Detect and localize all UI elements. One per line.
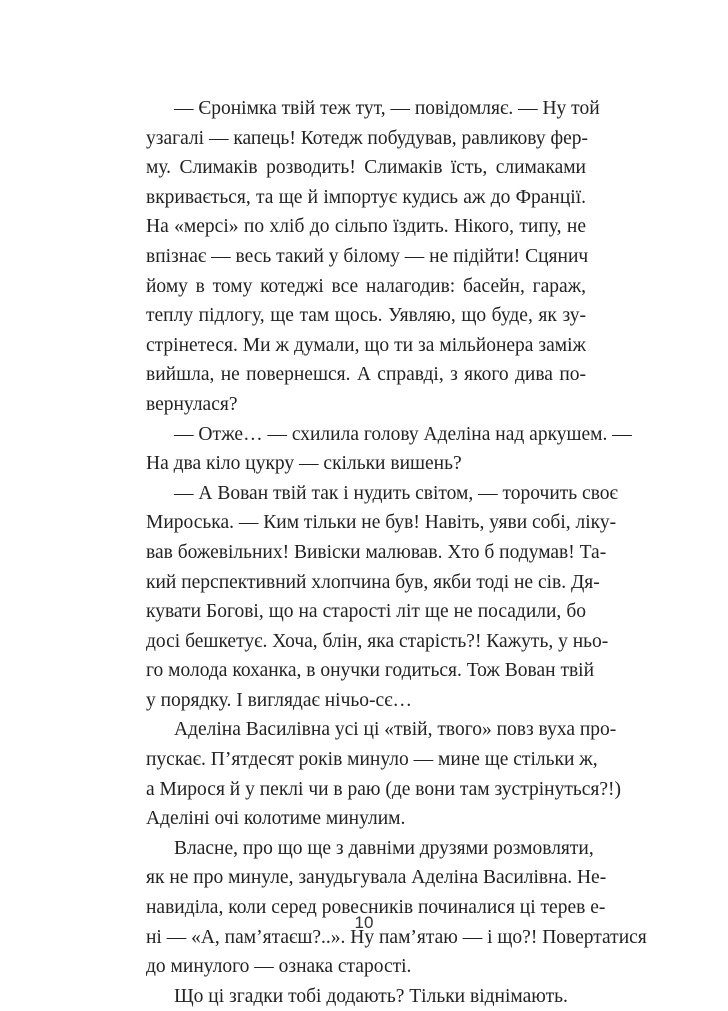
- text-line: як не про минуле, занудьгувала Аделіна Василівна. Не-: [146, 867, 607, 889]
- text-line: у порядку. І виглядає нічьо-сє…: [146, 689, 413, 711]
- page-number: 10: [354, 913, 374, 932]
- text-line: впізнає — весь такий у білому — не підійти! Сцянич: [146, 245, 589, 267]
- text-line: му. Слимаків розводить! Слимаків їсть, слимаками: [146, 157, 586, 179]
- text-line: йому в тому котеджі все налагодив: басейн, гараж,: [146, 275, 586, 297]
- page-text: [146, 94, 647, 1011]
- text-line: кий перспективний хлопчина був, якби тоді не сів. Дя-: [146, 571, 600, 593]
- text-line: стрінетеся. Ми ж думали, що ти за мільйонера заміж: [146, 334, 586, 356]
- paragraph: [146, 420, 632, 479]
- paragraph: [146, 479, 618, 716]
- text-line: вернулася?: [146, 393, 238, 415]
- text-line: Власне, про що ще з давніми друзями розмовляти,: [174, 837, 594, 859]
- text-line: Аделіна Василівна усі ці «твій, твого» повз вуха про-: [174, 719, 617, 741]
- paragraph: [146, 982, 586, 1011]
- text-line: На «мерсі» по хліб до сільпо їздить. Нікого, типу, не: [146, 216, 586, 238]
- text-line: — Отже… — схилила голову Аделіна над аркушем. —: [174, 423, 632, 445]
- text-line: вкривається, та ще й імпортує кудись аж до Франції.: [146, 186, 586, 208]
- text-line: а Мирося й у пеклі чи в раю (де вони там зустрінуться?!): [146, 778, 621, 800]
- paragraph: [146, 715, 621, 833]
- text-line: Мироська. — Ким тільки не був! Навіть, уяви собі, ліку-: [146, 512, 617, 534]
- text-line: На два кіло цукру — скільки вишень?: [146, 453, 462, 475]
- text-line: Що ці згадки тобі додають? Тільки віднімають.: [174, 985, 568, 1007]
- text-line: ні — «А, пам’ятаєш?..». Ну пам’ятаю — і що?! Повертатися: [146, 926, 647, 948]
- paragraph: [146, 834, 647, 982]
- text-line: узагалі — капець! Котедж побудував, равликову фер-: [146, 127, 588, 149]
- text-line: до минулого — ознака старості.: [146, 956, 412, 978]
- text-line: досі бешкетує. Хоча, блін, яка старість?! Кажуть, у ньо-: [146, 630, 609, 652]
- text-line: Аделіні очі колотиме минулим.: [146, 808, 406, 830]
- text-line: теплу підлогу, ще там щось. Уявляю, що буде, як зу-: [146, 305, 586, 327]
- text-line: навиділа, коли серед ровесників починалися ці терев е-: [146, 897, 606, 919]
- text-line: — А Вован твій так і нудить світом, — торочить своє: [174, 482, 618, 504]
- text-line: — Єронімка твій теж тут, — повідомляє. — Ну той: [174, 98, 600, 119]
- text-line: го молода коханка, в онучки годиться. Тож Вован твій: [146, 660, 595, 682]
- text-line: кувати Богові, що на старості літ ще не посадили, бо: [146, 601, 586, 623]
- text-line: вав божевільних! Вивіски малював. Хто б подумав! Та-: [146, 541, 607, 563]
- paragraph: [146, 94, 600, 420]
- text-line: пускає. П’ятдесят років минуло — мине ще стільки ж,: [146, 749, 598, 771]
- text-line: вийшла, не повернешся. А справді, з якого дива по-: [146, 364, 586, 386]
